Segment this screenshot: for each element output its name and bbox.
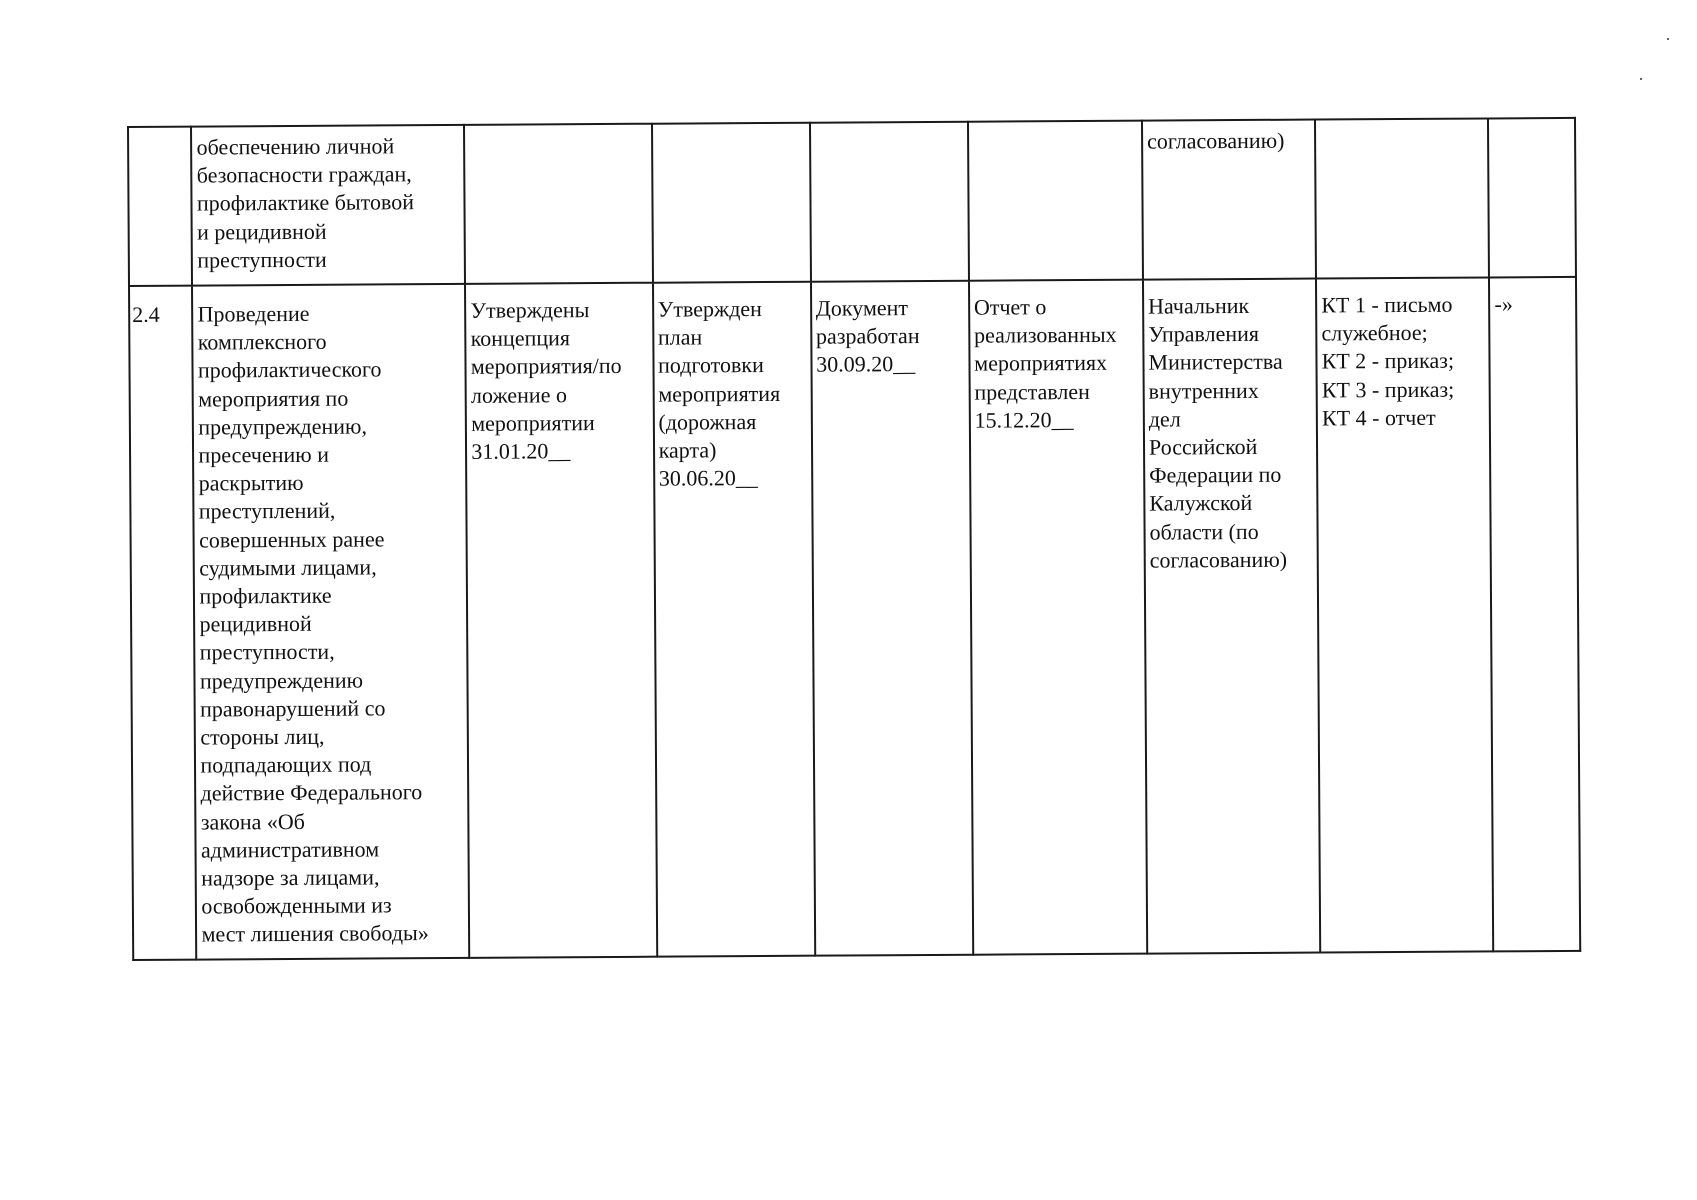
cell-measure-name: Проведение комплексного профилактического мероприятия по предупреждению, пресечению и раскрытию преступлений, совершенных ранее судимыми лицами, профилактике рецидивной преступности, предупреждению правонарушений со стороны лиц, подпадающих под действие Федерального закона «Об административном надзоре за лицами, освобожденными из мест лишения свободы» xyxy=(192,284,469,960)
cell-number xyxy=(128,127,192,286)
measures-table xyxy=(127,117,1581,961)
table-row xyxy=(129,277,1580,960)
cell-number: 2.4 xyxy=(129,286,197,960)
cell-checkpoint-2: Утвержден план подготовки мероприятия (дорожная карта) 30.06.20__ xyxy=(653,282,815,957)
cell-responsible: Начальник Управления Министерства внутренних дел Российской Федерации по Калужской области (по согласованию) xyxy=(1143,279,1320,954)
cell-control-type: КТ 1 - письмо служебное; КТ 2 - приказ; КТ 3 - приказ; КТ 4 - отчет xyxy=(1316,277,1493,952)
cell-checkpoint-4: Отчет о реализованных мероприятиях представлен 15.12.20__ xyxy=(969,280,1147,955)
cell-measure-name: обеспечению личной безопасности граждан, профилактике бытовой и рецидивной преступности xyxy=(191,125,465,286)
scan-speck xyxy=(1640,78,1642,80)
cell-checkpoint-1: Утверждены концепция мероприятия/по ложение о мероприятии 31.01.20__ xyxy=(465,283,657,958)
scan-speck xyxy=(1667,38,1669,40)
cell-control-type xyxy=(1315,118,1489,278)
cell-last xyxy=(1488,118,1576,278)
table-row xyxy=(128,118,1576,286)
cell-responsible: согласованию) xyxy=(1142,120,1316,280)
cell-checkpoint-4 xyxy=(968,121,1143,281)
cell-checkpoint-3: Документ разработан 30.09.20__ xyxy=(811,281,973,956)
cell-checkpoint-1 xyxy=(464,124,652,284)
cell-checkpoint-2 xyxy=(652,123,811,283)
cell-last: -» xyxy=(1489,277,1580,952)
cell-checkpoint-3 xyxy=(810,122,969,282)
